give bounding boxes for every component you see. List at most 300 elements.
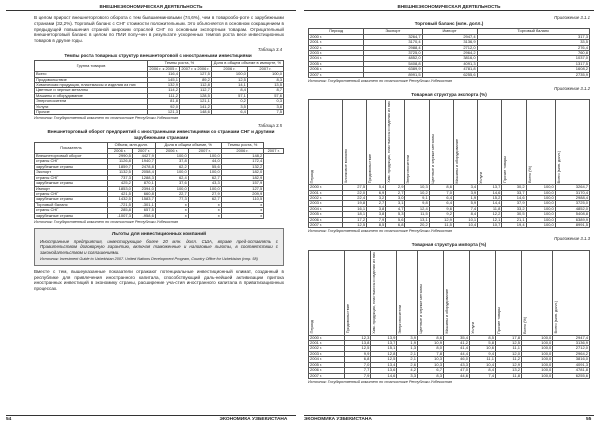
table-cell: 33,5 [477,40,589,45]
table-cell: 2,7 [367,201,386,206]
table-cell: 1608,2 [477,67,589,72]
table-cell: 12,5 [371,357,397,362]
table-cell: 1,9 [397,341,418,346]
table-cell: 11,1 [469,357,495,362]
table-cell: 92,0 [148,104,180,109]
table-cell: 30,2 [502,185,526,190]
table-cell: 62,2 [155,164,188,169]
table-cell: 22,4 [342,196,366,201]
col-header-label: Машины и оборудование [454,138,459,184]
table-cell: 128,5 [179,93,211,98]
table-cell: 12,5 [342,223,366,228]
table-row [309,373,590,378]
table-cell: 100,0 [526,206,555,211]
table-cell: 30,5 [502,212,526,217]
col-subheader: 2007 г. к 2006 г. [181,65,210,71]
table-cell: 12,5 [211,77,247,82]
table-cell: 4,7 [386,206,405,211]
table-cell: 19,8 [342,201,366,206]
table-cell: 7,7 [345,368,371,373]
table-cell: 1317,5 [477,61,589,66]
table-cell: 57,6 [247,93,283,98]
table-cell: 77,3 [155,197,188,202]
table-cell: 20,2 [405,223,429,228]
table-cell: зарубежные страны [35,213,108,218]
table-cell: 0,2 [211,99,247,104]
col-header-label: Цветные и черные металлы [430,133,435,184]
table-cell: 14,6 [502,196,526,201]
table-cell: 11,2 [495,357,521,362]
table-cell: 100,0 [526,185,555,190]
footer-title: ЭКОНОМИКА УЗБЕКИСТАНА [304,417,372,422]
table-cell: 37,9 [502,201,526,206]
table-cell: 2002 г. [309,196,343,201]
table-cell: 121,3 [148,110,180,115]
table-cell: 62,7 [188,175,221,180]
table-cell: 62,4 [155,175,188,180]
table-cell: 7,8 [417,351,443,356]
col-header: Торговый баланс [477,29,589,34]
table-cell: 10,3 [417,362,443,367]
col-header [555,100,589,185]
table-cell: 6,8 [345,357,371,362]
table-cell: х [188,202,221,207]
table-cell: Цветные и черные металлы [35,88,148,93]
col-header: Импорт [422,29,477,34]
table-cell: 0,3 [247,99,283,104]
table-cell: 6,4 [429,196,453,201]
col-header-label: Всего (млн. долл.) [556,150,561,184]
table-cell: -721,5 [108,202,133,207]
col-header: Темпы роста, % [148,61,212,66]
table-cell: 8,0 [417,346,443,351]
table-cell: 12,5 [345,346,371,351]
table-title: Темпы роста товарных структур внешнеторговой с иностранными инвестициями [64,52,252,58]
box-title: Льготы для инвестиционных компаний [111,231,207,237]
col-subheader: 2007 г. [264,148,284,153]
table-cell: 6,4 [429,201,453,206]
col-header-label: Хим. продукция, пластмассы и изделия из них [372,251,377,334]
table-cell: -958,6 [132,213,155,218]
table-cell: 285,8 [108,208,133,213]
table-row [35,213,284,218]
table-cell: 3,1 [386,201,405,206]
table-cell: 7,4 [469,373,495,378]
col-header [345,250,371,335]
col-header-label: Прочие товары [496,306,501,334]
table-cell: Экспорт [35,170,108,175]
table-cell: Машины и оборудование [35,93,148,98]
table-cell: 4781,8 [422,67,477,72]
col-header [502,100,526,185]
col-subheader: 2007 г. [247,66,283,71]
table-cell: 8,3 [247,77,283,82]
table-cell: 1940,7 [132,159,155,164]
table-cell: 3264,7 [555,185,589,190]
table-title: Товарная структура экспорта (%) [411,92,487,98]
table-cell: 100,0 [521,341,552,346]
table-cell: 8,4 [453,212,477,217]
table-cell: х [155,208,188,213]
table-cell: 41,4 [443,346,469,351]
table-cell: 11,8 [495,373,521,378]
table-cell: 317,3 [477,34,589,39]
table-cell: 81,8 [148,99,180,104]
table-caption: Приложение 3.1.2 [554,86,590,92]
table-cell: 2478,8 [132,164,155,169]
table-cell: 209,9 [221,191,264,196]
table-cell: 8,7 [247,88,283,93]
table-cell: 1288,3 [132,175,155,180]
table-cell: 3170,4 [555,190,589,195]
table-3-4 [34,60,284,115]
table-cell: 421,5 [108,191,133,196]
col-header-label: Услуги [479,171,484,184]
table-cell: страны СНГ [35,175,108,180]
table-cell: 3,9 [453,190,477,195]
table-cell: зарубежные страны [35,181,108,186]
table-cell: 2,1 [397,351,418,356]
table-cell: 5,6 [386,217,405,222]
table-cell: 100,0 [521,351,552,356]
table-cell: 110,5 [221,197,264,202]
table-cell: 14,6 [478,190,502,195]
col-header [495,250,521,335]
table-cell: 4852,0 [364,56,422,61]
col-subheader: 2006 г. [155,148,188,153]
table-cell: 2007 г. [309,373,345,378]
table-cell: 148,6 [179,110,211,115]
col-header [367,100,386,185]
table-cell: 100,0 [526,217,555,222]
col-header-label: Энергоносители [398,304,403,334]
table-cell: 2002 г. [309,346,345,351]
table-cell: 2735,9 [477,72,589,77]
table-cell: 2988,4 [555,196,589,201]
table-cell: 10,3 [417,357,443,362]
table-cell: 3816,0 [553,357,590,362]
col-header [553,250,590,335]
table-cell: 8991,5 [364,72,422,77]
table-cell: 100,0 [521,346,552,351]
table-cell: 10,4 [453,223,477,228]
table-cell: 14,6 [371,373,397,378]
table-cell: х [221,202,264,207]
col-header: Группа товаров [35,61,148,72]
table-cell: 2,6 [397,362,418,367]
table-caption: Таблица 3.5 [257,123,282,129]
table-cell: Продовольствие [35,77,148,82]
running-footer [6,415,296,422]
table-cell: 35,4 [443,335,469,340]
table-cell: 2002 г. [309,45,364,50]
col-header-label: Продовольствие [346,304,351,334]
table-cell: 2990,5 [108,154,133,159]
table-cell: 2,1 [397,357,418,362]
table-cell: 2964,2 [553,351,590,356]
table-cell: 9,4 [469,351,495,356]
table-cell: 12,9 [429,217,453,222]
col-subheader: 2006 г. к 2005 г. [149,65,178,71]
col-header-label: Хлопковое волокно [343,148,348,184]
table-cell: 8,4 [469,368,495,373]
table-cell: 2004 г. [309,357,345,362]
table-cell: 7,4 [453,206,477,211]
table-cell: 14,4 [478,201,502,206]
table-row [309,72,590,77]
table-cell: 8,6 [429,185,453,190]
table-cell: 2003 г. [309,201,343,206]
col-header-label: Машины и оборудование [444,289,449,334]
col-header [453,100,477,185]
table-title: Торговый баланс (млн. долл.) [414,21,484,26]
col-header-label: Хим. продукция, пластмассы и изделия из них [387,101,392,184]
table-cell: 3136,9 [422,40,477,45]
table-cell: Химическая продукция, пластмассы и изделия из них [35,83,148,88]
table-cell: 3725,0 [555,201,589,206]
table-cell: 8,6 [417,335,443,340]
table-cell: 15,1 [371,346,397,351]
table-cell: 43,3 [443,362,469,367]
table-cell: Услуги [35,104,148,109]
table-cell: 7,9 [345,373,371,378]
table-cell: 1859,7 [108,164,133,169]
table-cell: 3,8 [367,206,386,211]
table-cell: 4091,3 [422,61,477,66]
col-subheader: 2006 г. [211,66,247,71]
col-subheader: 2006 г. [221,148,264,153]
table-cell: 44,4 [443,351,469,356]
table-cell: 13,5 [247,83,283,88]
table-cell: х [155,202,188,207]
table-cell: 2006 г. [309,217,343,222]
table-cell: 13,4 [371,362,397,367]
table-cell: 1037,0 [477,56,589,61]
table-cell: 57,1 [211,93,247,98]
col-header [443,250,469,335]
table-cell: страны СНГ [35,191,108,196]
table-cell: х [221,208,264,213]
table-cell: 100,0 [521,357,552,362]
table-cell: 870,1 [132,181,155,186]
table-cell: 114,2 [148,88,180,93]
table-cell: 100,0 [521,373,552,378]
table-cell: 7,5 [247,110,283,115]
table-cell: 100,0 [247,72,283,77]
table-cell: 2005 г. [309,212,343,217]
table-cell: 13,8 [345,341,371,346]
table-cell: 2007 г. [309,223,343,228]
col-header: Экспорт [364,29,422,34]
table-cell: 3264,7 [364,34,422,39]
table-cell: 7,9 [367,217,386,222]
table-cell: 5408,8 [364,61,422,66]
table-cell: 127,5 [221,186,264,191]
table-cell: 33,2 [502,206,526,211]
table-cell: 145,1 [148,77,180,82]
col-subheader: 2007 г. [188,148,221,153]
table-cell: 3,8 [367,212,386,217]
col-header-label: Период [310,169,314,184]
table-cell: 2001 г. [309,341,345,346]
table-source: Источник: Государственный комитет по статистике Республики Узбекистан [34,116,179,121]
table-cell: страны СНГ [35,159,108,164]
table-cell: 9,1 [405,196,429,201]
col-header [469,250,495,335]
table-cell: 6255,6 [553,373,590,378]
intro-paragraph: В целом прирост внешнеторгового оборота с тем бывшиеминовыми (74,6%), чем в товарообо-роте с зарубежными странами (32,2%). Торговый баланс с СНГ стоимости положительным. Это объясняется в основном сокращением в предыдущей повышения страной широким отраслей СНГ по основным экспортным товарам. Отрицательный внешнеторговый баланс в целом по ПИИ попу-чен в результате ускоренных темпов роста весе инвестиционных товаров в другие годы. [34,15,284,44]
table-cell: 100,0 [521,362,552,367]
table-cell: 13,7 [371,341,397,346]
col-header-label: Продовольствие [368,153,373,184]
table-cell: 116,4 [148,72,180,77]
table-cell: 12,0 [495,351,521,356]
col-header: Доля в общем объеме в импорте, % [211,61,283,66]
table-cell: страны СНГ [35,208,108,213]
table-cell: 1,9 [453,196,477,201]
table-cell: 8,5 [367,223,386,228]
table-cell: 2006 г. [309,368,345,373]
outro-paragraph: Вместе с тем, вышеуказанные показатели отражают потенциальные инвестиционный климат, созданный в республике для привлечения иностранного капитала, способствующий даль-нейшей активизации притока иностранных инвестиций в экономику страны, расширение уча-стия иностранного капитала в приватизационных процессах. [34,268,284,292]
table-cell: 2004 г. [309,56,364,61]
table-cell: 13,2 [495,368,521,373]
col-header [371,250,397,335]
table-cell: 22,7 [155,191,188,196]
col-header-label: Энергоносители [406,154,411,184]
table-cell: 2007 г. [309,72,364,77]
table-cell: 100,0 [521,368,552,373]
col-header [417,250,443,335]
table-cell: 2000 г. [309,34,364,39]
table-cell: 100,0 [155,170,188,175]
table-cell: 148,2 [221,154,264,159]
table-cell: х [221,213,264,218]
table-cell: 657,5 [132,208,155,213]
table-caption: Приложение 3.1.3 [554,236,590,242]
table-cell: 11,5 [429,223,453,228]
table-source: Источник: Государственный комитет по статистике Республики Узбекистан [308,229,453,234]
table-cell: 6,7 [417,368,443,373]
table-cell: 6389,9 [364,67,422,72]
table-cell: 111,2 [148,93,180,98]
table-cell: 17,8 [495,335,521,340]
table-cell: х [188,208,221,213]
col-header: Доля в общем объеме, % [155,143,221,148]
table-cell: 43,3 [188,181,221,186]
table-cell: 2712,0 [553,346,590,351]
table-source: Источник: Государственный комитет по статистике Республики Узбекистан [34,219,179,224]
table-caption: Таблица 3.4 [257,46,282,52]
table-cell: 100,0 [526,201,555,206]
table-cell: -1007,3 [108,213,133,218]
box-source: Источник: Investment Guide to Uzbekistan 2007. United Nations Development Program, Country Office for Uzbekistan (стр. 58) [40,257,258,262]
table-3-5 [34,142,284,219]
table-cell: 132,9 [148,83,180,88]
table-cell: 13,6 [371,368,397,373]
table-cell: 100,0 [526,196,555,201]
col-header [397,250,418,335]
table-cell: 3,2 [367,196,386,201]
table-cell: 737,3 [108,175,133,180]
table-cell: 21,1 [502,217,526,222]
table-cell: 10,6 [469,346,495,351]
table-cell: 13,9 [371,335,397,340]
table-cell: 2947,4 [422,34,477,39]
table-cell: 1132,5 [108,170,133,175]
table-cell: 6,8 [386,223,405,228]
right-page [304,0,594,428]
table-cell: 8,5 [469,335,495,340]
table-cell: 10,9 [417,341,443,346]
page-number: 55 [586,417,592,422]
table-cell: 4091,3 [553,362,590,367]
table-cell: 2004 г. [309,206,343,211]
table-cell: 1126,8 [108,159,133,164]
table-cell: 55,6 [188,164,221,169]
col-header-label: Период [310,320,314,334]
table-cell: 276,4 [477,45,589,50]
table-cell: 6,4 [211,110,247,115]
table-cell: 1853,0 [108,186,133,191]
info-box [34,228,284,266]
table-cell: 3,8 [247,104,283,109]
table-cell: 5,3 [386,212,405,217]
table-cell: 425,2 [108,181,133,186]
table-cell: 12,3 [345,335,371,340]
table-cell: 10,1 [453,217,477,222]
table-cell: 100,0 [188,170,221,175]
table-title: Внешнеторговый оборот предприятий с иностранными инвестициями со странами СНГ и другими зарубежными странами [47,129,275,140]
col-header [429,100,453,185]
running-footer [304,415,594,422]
table-cell: 37,6 [155,181,188,186]
table-cell: 121,1 [179,99,211,104]
col-header [342,100,366,185]
table-cell: 12,8 [371,351,397,356]
col-header: Период [309,29,364,34]
running-header: ВНЕШНЕЭКОНОМИЧЕСКАЯ ДЕЯТЕЛЬНОСТЬ [304,2,594,11]
table-cell: 22,0 [342,190,366,195]
left-page [6,0,296,428]
table-cell: 157,9 [221,181,264,186]
table-cell: 8,4 [211,88,247,93]
table-cell: 17,2 [342,217,366,222]
table-cell: зарубежные страны [35,197,108,202]
table-cell: 172,4 [221,159,264,164]
table-source: Источник: Государственный комитет по статистике Республики Узбекистан [308,79,453,84]
table-cell: 16,1 [342,206,366,211]
table-cell: 2,7 [386,190,405,195]
table-cell: 4427,9 [132,154,155,159]
table-cell: 8,3 [417,373,443,378]
table-cell: 5408,8 [555,212,589,217]
table-cell: 1432,5 [108,197,133,202]
table-cell: Энергоносители [35,99,148,104]
table-cell: 19,4 [502,223,526,228]
col-header [309,250,345,335]
table-cell: 3816,0 [422,56,477,61]
table-cell: 10,7 [478,223,502,228]
table-cell: 89,2 [179,77,211,82]
col-header [521,250,552,335]
col-subheader: 2006 г. [108,148,133,153]
table-cell: -301,1 [132,202,155,207]
table-cell: 2988,4 [364,45,422,50]
table-cell: 10,3 [405,185,429,190]
col-header [526,100,555,185]
col-header: Показатель [35,143,108,154]
table-cell: 9,2 [429,212,453,217]
